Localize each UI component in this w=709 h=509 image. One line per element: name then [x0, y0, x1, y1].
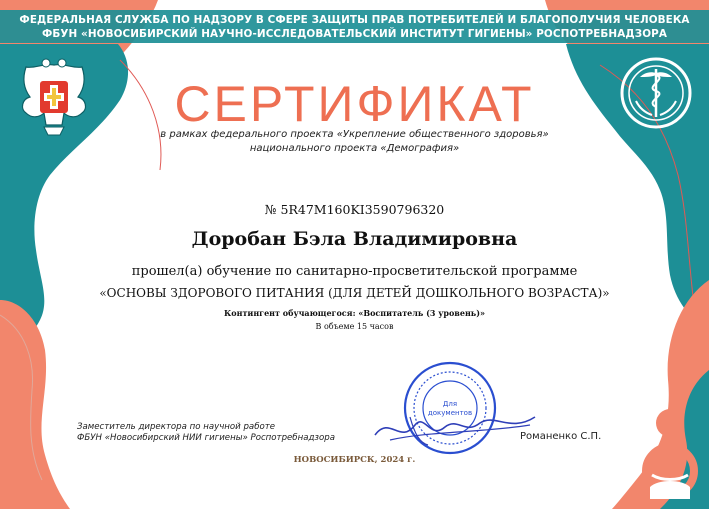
completion-text: прошел(а) обучение по санитарно-просветительской программе: [131, 264, 578, 279]
person-icon: [640, 403, 700, 503]
certificate-number: № 5R47M160KI3590796320: [264, 202, 445, 217]
stamp-text-line2: документов: [427, 409, 473, 417]
recipient-name: Доробан Бэла Владимировна: [191, 228, 518, 250]
signer-position-line2: ФБУН «Новосибирский НИИ гигиены» Роспотребнадзора: [77, 433, 335, 443]
federal-project-line: в рамках федерального проекта «Укрепление общественного здоровья»: [160, 129, 549, 140]
signer-position-line1: Заместитель директора по научной работе: [77, 422, 276, 432]
signer-name: Романенко С.П.: [520, 431, 602, 442]
volume-hours: В объеме 15 часов: [315, 322, 394, 331]
national-project-line: национального проекта «Демография»: [249, 143, 460, 154]
contingent-line: Контингент обучающегося: «Воспитатель (3 уровень)»: [223, 308, 486, 318]
handwritten-signature: [370, 405, 540, 450]
header-agency-name: ФЕДЕРАЛЬНАЯ СЛУЖБА ПО НАДЗОРУ В СФЕРЕ ЗАЩИТЫ ПРАВ ПОТРЕБИТЕЛЕЙ И БЛАГОПОЛУЧИЯ ЧЕЛОВЕКА: [19, 14, 690, 26]
stamp-text-line1: Для: [442, 400, 458, 408]
place-and-year: НОВОСИБИРСК, 2024 г.: [293, 455, 416, 465]
header-institute-name: ФБУН «НОВОСИБИРСКИЙ НАУЧНО-ИССЛЕДОВАТЕЛЬСКИЙ ИНСТИТУТ ГИГИЕНЫ» РОСПОТРЕБНАДЗОРА: [41, 28, 667, 40]
certificate-title: СЕРТИФИКАТ: [174, 76, 535, 132]
program-name: «ОСНОВЫ ЗДОРОВОГО ПИТАНИЯ (ДЛЯ ДЕТЕЙ ДОШКОЛЬНОГО ВОЗРАСТА)»: [99, 286, 610, 300]
bottom-left-coral-shape: [0, 300, 70, 509]
